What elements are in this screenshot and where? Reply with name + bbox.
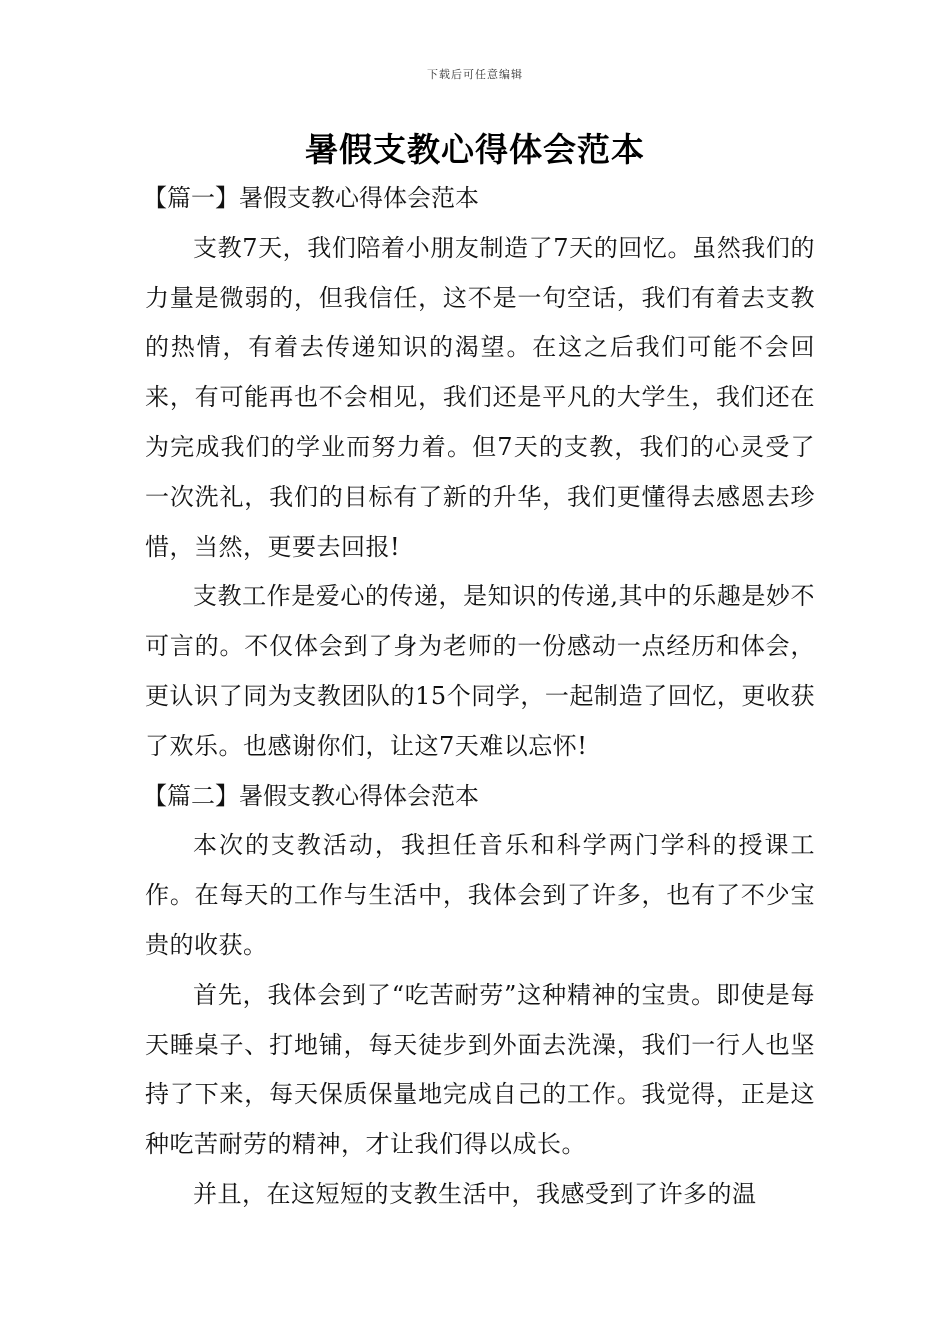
document-body — [145, 174, 815, 1220]
paragraph: 支教7天，我们陪着小朋友制造了7天的回忆。虽然我们的力量是微弱的，但我信任，这不是一句空话，我们有着去支教的热情，有着去传递知识的渴望。在这之后我们可能不会回来，有可能再也不会相见，我们还是平凡的大学生，我们还在为完成我们的学业而努力着。但7天的支教，我们的心灵受了一次洗礼，我们的目标有了新的升华，我们更懂得去感恩去珍惜，当然，更要去回报! — [145, 233, 815, 561]
document-title: 暑假支教心得体会范本 — [305, 130, 645, 169]
section-heading-2: 【篇二】暑假支教心得体会范本 — [143, 781, 479, 810]
paragraph: 并且，在这短短的支教生活中，我感受到了许多的温 — [193, 1179, 757, 1208]
paragraph: 本次的支教活动，我担任音乐和科学两门学科的授课工作。在每天的工作与生活中，我体会到了许多，也有了不少宝贵的收获。 — [145, 831, 815, 959]
paragraph: 支教工作是爱心的传递，是知识的传递,其中的乐趣是妙不可言的。不仅体会到了身为老师的一份感动一点经历和体会，更认识了同为支教团队的15个同学，一起制造了回忆，更收获了欢乐。也感谢你们，让这7天难以忘怀! — [145, 582, 815, 760]
section-heading-1: 【篇一】暑假支教心得体会范本 — [143, 184, 479, 212]
paragraph: 首先，我体会到了“吃苦耐劳”这种精神的宝贵。即使是每天睡桌子、打地铺，每天徒步到外面去洗澡，我们一行人也坚持了下来，每天保质保量地完成自己的工作。我觉得，正是这种吃苦耐劳的精神，才让我们得以成长。 — [145, 980, 815, 1159]
header-note: 下载后可任意编辑 — [427, 68, 523, 81]
